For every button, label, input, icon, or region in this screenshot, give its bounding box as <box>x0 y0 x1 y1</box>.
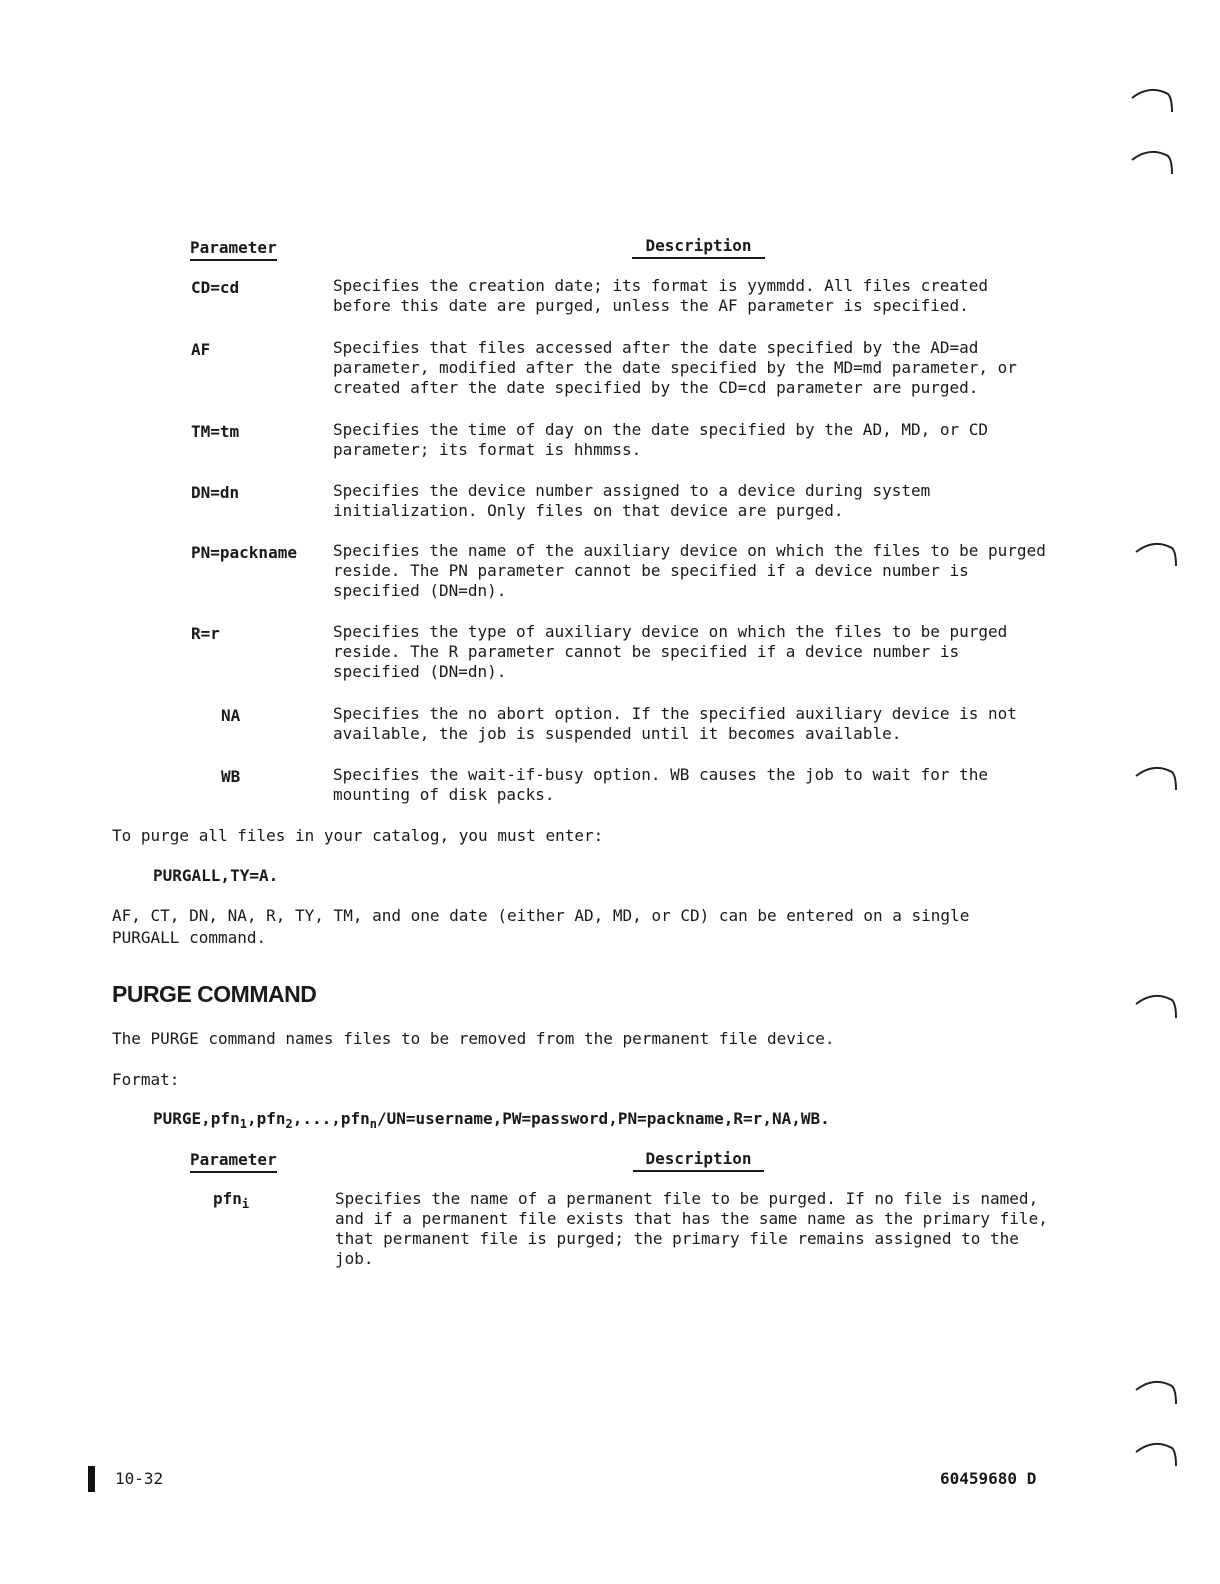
format-part-d: /UN=username,PW=password,PN=packname,R=r,NA,WB. <box>377 1109 830 1128</box>
binder-hole-mark-icon <box>1132 762 1182 792</box>
param-wb: WB <box>221 767 241 786</box>
change-bar <box>88 1466 95 1492</box>
desc-dn: Specifies the device number assigned to a device during system initialization. Only files on that device are purged. <box>333 481 931 520</box>
desc-tm: Specifies the time of day on the date specified by the AD, MD, or CD parameter; its format is hhmmss. <box>333 420 989 459</box>
format-sub-1: 1 <box>239 1117 247 1132</box>
desc-af: Specifies that files accessed after the date specified by the AD=ad parameter, modified after the date specified by the MD=md parameter, or created after the date specified by the CD=cd parameter are purged. <box>333 338 1017 397</box>
table1-header-description: Description <box>632 236 765 259</box>
binder-hole-mark-icon <box>1128 84 1178 114</box>
param-af: AF <box>191 340 211 359</box>
purge-all-intro: To purge all files in your catalog, you must enter: <box>112 826 604 845</box>
param-pn: PN=packname <box>191 543 297 562</box>
format-part-a: PURGE,pfn <box>153 1109 240 1128</box>
desc-wb: Specifies the wait-if-busy option. WB causes the job to wait for the mounting of disk packs. <box>333 765 989 804</box>
format-sub-2: 2 <box>285 1117 293 1132</box>
binder-hole-mark-icon <box>1132 1376 1182 1406</box>
purge-all-note-line1: AF, CT, DN, NA, R, TY, TM, and one date (either AD, MD, or CD) can be entered on a single <box>112 906 970 925</box>
format-line <box>153 1109 830 1134</box>
desc-na: Specifies the no abort option. If the specified auxiliary device is not available, the job is suspended until it becomes available. <box>333 704 1017 743</box>
desc-r: Specifies the type of auxiliary device on which the files to be purged reside. The R parameter cannot be specified if a device number is specified (DN=dn). <box>333 622 1008 681</box>
format-label: Format: <box>112 1070 180 1089</box>
purge-all-command: PURGALL,TY=A. <box>153 866 279 885</box>
desc-cd: Specifies the creation date; its format is yymmdd. All files created before this date are purged, unless the AF parameter is specified. <box>333 276 989 315</box>
binder-hole-mark-icon <box>1132 990 1182 1020</box>
format-part-b: ,pfn <box>246 1109 286 1128</box>
param-pfni-base: pfn <box>213 1189 242 1208</box>
format-part-c: ,...,pfn <box>292 1109 370 1128</box>
binder-hole-mark-icon <box>1132 1438 1182 1468</box>
param-r: R=r <box>191 624 220 643</box>
page-number: 10-32 <box>115 1469 164 1488</box>
section-heading: PURGE COMMAND <box>112 981 317 1007</box>
format-sub-n: n <box>369 1117 377 1132</box>
param-pfni-sub: i <box>241 1197 250 1212</box>
param-cd: CD=cd <box>191 278 240 297</box>
param-tm: TM=tm <box>191 422 240 441</box>
document-id: 60459680 D <box>940 1469 1037 1488</box>
binder-hole-mark-icon <box>1128 146 1178 176</box>
table2-header-description: Description <box>633 1149 764 1172</box>
desc-pn: Specifies the name of the auxiliary device on which the files to be purged reside. The PN parameter cannot be specified if a device number is specified (DN=dn). <box>333 541 1046 600</box>
param-dn: DN=dn <box>191 483 240 502</box>
desc-pfni: Specifies the name of a permanent file to be purged. If no file is named, and if a permanent file exists that has the same name as the primary file, that permanent file is purged; the primary file remains assigned to the job. <box>335 1189 1048 1268</box>
purge-all-note-line2: PURGALL command. <box>112 928 267 947</box>
param-pfni <box>213 1189 249 1214</box>
table1-header-parameter: Parameter <box>190 238 277 261</box>
table2-header-parameter: Parameter <box>190 1150 277 1173</box>
section-intro: The PURGE command names files to be removed from the permanent file device. <box>112 1029 835 1048</box>
param-na: NA <box>221 706 241 725</box>
binder-hole-mark-icon <box>1132 538 1182 568</box>
